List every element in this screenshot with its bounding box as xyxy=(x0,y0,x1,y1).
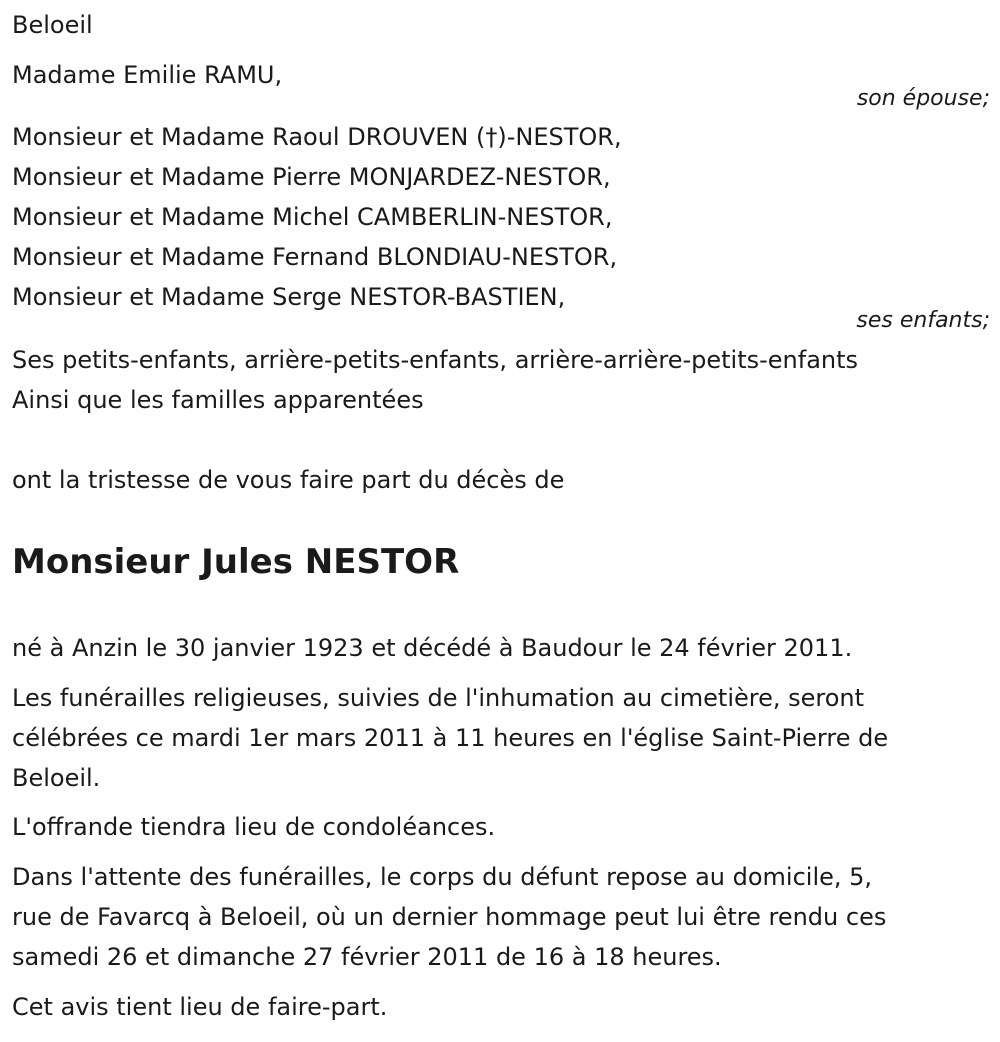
wife-relation: son épouse; xyxy=(856,86,990,111)
funeral-line-1: Les funérailles religieuses, suivies de l'inhumation au cimetière, seront xyxy=(12,684,865,712)
child-line-1: Monsieur et Madame Raoul DROUVEN (†)-NESTOR, xyxy=(12,123,622,151)
child-line-5: Monsieur et Madame Serge NESTOR-BASTIEN, xyxy=(12,283,566,311)
birth-death-line: né à Anzin le 30 janvier 1923 et décédé à Baudour le 24 février 2011. xyxy=(12,634,853,662)
children-relation: ses enfants; xyxy=(856,308,990,333)
child-line-3: Monsieur et Madame Michel CAMBERLIN-NESTOR, xyxy=(12,203,613,231)
closing-line: Cet avis tient lieu de faire-part. xyxy=(12,993,388,1021)
viewing-line-1: Dans l'attente des funérailles, le corps du défunt repose au domicile, 5, xyxy=(12,863,873,891)
deceased-name: Monsieur Jules NESTOR xyxy=(12,542,460,582)
offering-line: L'offrande tiendra lieu de condoléances. xyxy=(12,813,496,841)
child-line-2: Monsieur et Madame Pierre MONJARDEZ-NESTOR, xyxy=(12,163,611,191)
viewing-line-3: samedi 26 et dimanche 27 février 2011 de 16 à 18 heures. xyxy=(12,943,722,971)
obituary-notice xyxy=(12,0,990,1042)
funeral-line-3: Beloeil. xyxy=(12,764,101,792)
town-heading: Beloeil xyxy=(12,11,93,39)
wife-name: Madame Emilie RAMU, xyxy=(12,61,283,89)
relatives-line: Ainsi que les familles apparentées xyxy=(12,386,424,414)
funeral-line-2: célébrées ce mardi 1er mars 2011 à 11 heures en l'église Saint-Pierre de xyxy=(12,724,889,752)
viewing-line-2: rue de Favarcq à Beloeil, où un dernier hommage peut lui être rendu ces xyxy=(12,903,887,931)
child-line-4: Monsieur et Madame Fernand BLONDIAU-NESTOR, xyxy=(12,243,618,271)
grandchildren-line: Ses petits-enfants, arrière-petits-enfants, arrière-arrière-petits-enfants xyxy=(12,346,859,374)
announcement-intro: ont la tristesse de vous faire part du décès de xyxy=(12,466,565,494)
